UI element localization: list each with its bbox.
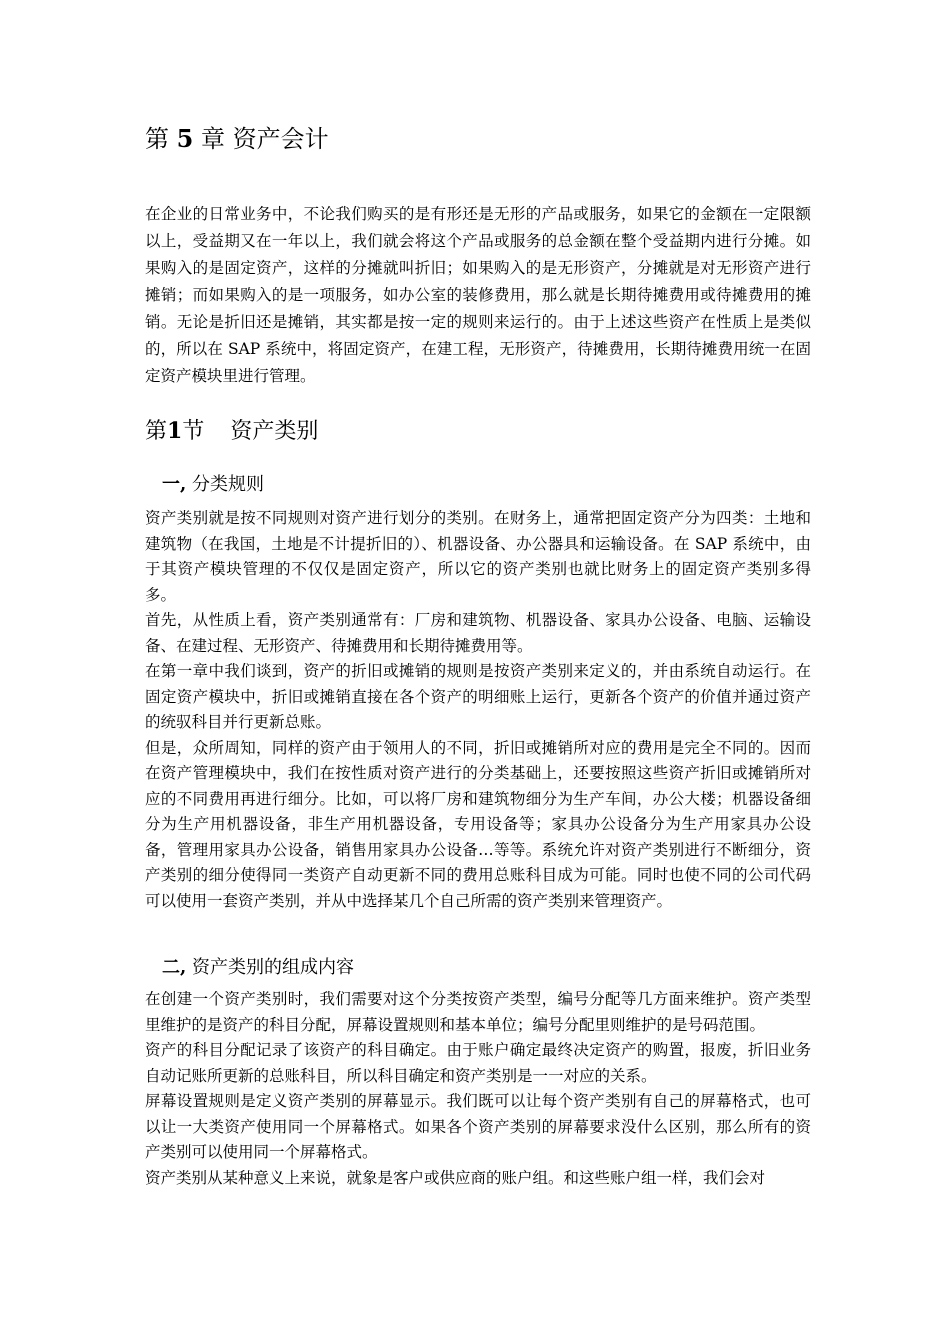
paragraph: 首先，从性质上看，资产类别通常有：厂房和建筑物、机器设备、家具办公设备、电脑、运输设备、在建过程、无形资产、待摊费用和长期待摊费用等。 [145, 611, 811, 655]
subsection-body-1 [145, 506, 811, 914]
subsection-number-1: 一, [162, 474, 187, 495]
chapter-number: 5 [176, 124, 194, 153]
paragraph: 资产的科目分配记录了该资产的科目确定。由于账户确定最终决定资产的购置，报废，折旧业务自动记账所更新的总账科目，所以科目确定和资产类别是一一对应的关系。 [145, 1041, 811, 1085]
chapter-prefix: 第 [145, 125, 177, 153]
paragraph: 但是，众所周知，同样的资产由于领用人的不同，折旧或摊销所对应的费用是完全不同的。因而在资产管理模块中，我们在按性质对资产进行的分类基础上，还要按照这些资产折旧或摊销所对应的不同费用再进行细分。比如，可以将厂房和建筑物细分为生产车间，办公大楼；机器设备细分为生产用机器设备，非生产用机器设备，专用设备等；家具办公设备分为生产用家具办公设备，管理用家具办公设备，销售用家具办公设备…等等。系统允许对资产类别进行不断细分，资产类别的细分使得同一类资产自动更新不同的费用总账科目成为可能。同时也使不同的公司代码可以使用一套资产类别，并从中选择某几个自己所需的资产类别来管理资产。 [145, 738, 811, 910]
subsection-body-2 [145, 987, 811, 1191]
paragraph: 屏幕设置规则是定义资产类别的屏幕显示。我们既可以让每个资产类别有自己的屏幕格式，也可以让一大类资产使用同一个屏幕格式。如果各个资产类别的屏幕要求没什么区别，那么所有的资产类别可以使用同一个屏幕格式。 [145, 1092, 811, 1161]
section-title [145, 414, 318, 449]
intro-paragraph: 在企业的日常业务中，不论我们购买的是有形还是无形的产品或服务，如果它的金额在一定限额以上，受益期又在一年以上，我们就会将这个产品或服务的总金额在整个受益期内进行分摊。如果购入的是固定资产，这样的分摊就叫折旧；如果购入的是无形资产，分摊就是对无形资产进行摊销；而如果购入的是一项服务，如办公室的装修费用，那么就是长期待摊费用或待摊费用的摊销。无论是折旧还是摊销，其实都是按一定的规则来运行的。由于上述这些资产在性质上是类似的，所以在 SAP 系统中，将固定资产，在建工程，无形资产，待摊费用，长期待摊费用统一在固定资产模块里进行管理。 [145, 205, 811, 385]
subsection-name-1: 分类规则 [186, 474, 265, 495]
section-suffix: 节 [182, 419, 205, 444]
paragraph: 在创建一个资产类别时，我们需要对这个分类按资产类型，编号分配等几方面来维护。资产类型里维护的是资产的科目分配，屏幕设置规则和基本单位；编号分配里则维护的是号码范围。 [145, 990, 811, 1034]
section-name: 资产类别 [230, 419, 319, 444]
subsection-number-2: 二, [162, 957, 187, 978]
paragraph: 在第一章中我们谈到，资产的折旧或摊销的规则是按资产类别来定义的，并由系统自动运行。在固定资产模块中，折旧或摊销直接在各个资产的明细账上运行，更新各个资产的价值并通过资产的统驭科目并行更新总账。 [145, 662, 811, 731]
section-prefix: 第 [145, 419, 168, 444]
section-number: 1 [167, 418, 183, 444]
chapter-title [145, 122, 329, 156]
paragraph: 资产类别就是按不同规则对资产进行划分的类别。在财务上，通常把固定资产分为四类：土地和建筑物（在我国，土地是不计提折旧的）、机器设备、办公器具和运输设备。在 SAP 系统中，由于其资产模块管理的不仅仅是固定资产，所以它的资产类别也就比财务上的固定资产类别多得多。 [145, 509, 811, 604]
paragraph: 资产类别从某种意义上来说，就象是客户或供应商的账户组。和这些账户组一样，我们会对 [145, 1168, 766, 1187]
subsection-title-2 [162, 954, 354, 982]
subsection-name-2: 资产类别的组成内容 [186, 957, 355, 978]
subsection-title-1 [162, 471, 264, 499]
chapter-suffix: 章 资产会计 [193, 125, 329, 153]
